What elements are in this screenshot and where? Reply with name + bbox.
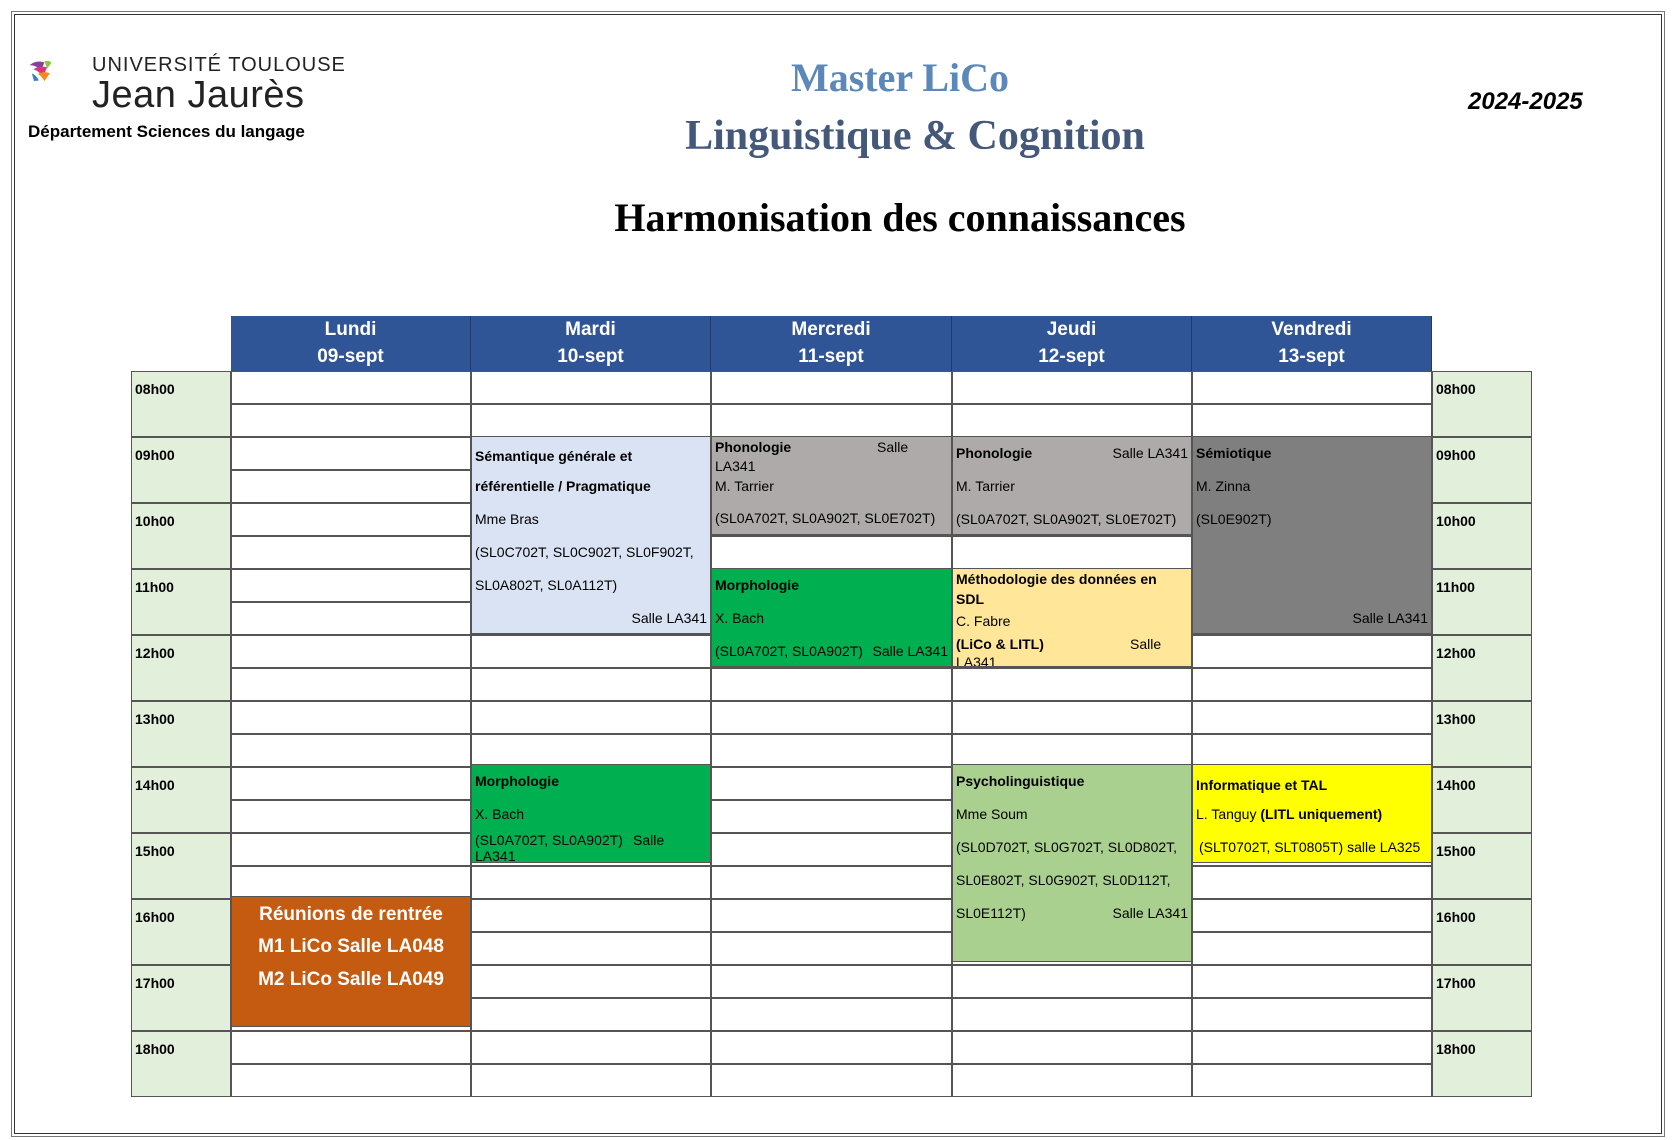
- hour-label-left: 14h00: [131, 767, 231, 833]
- hour-label-left: 16h00: [131, 899, 231, 965]
- timetable-cell[interactable]: [952, 998, 1192, 1031]
- event-teacher: X. Bach: [475, 806, 525, 822]
- event-mardi-semantique[interactable]: [471, 436, 711, 634]
- timetable-cell[interactable]: [952, 1031, 1192, 1064]
- master-title: Master LiCo: [790, 55, 1010, 100]
- day-date: 09-sept: [317, 346, 384, 367]
- event-lundi-reunions[interactable]: [231, 896, 471, 1027]
- university-name-line2: Jean Jaurès: [92, 74, 305, 116]
- event-teacher: M. Tarrier: [956, 478, 1015, 494]
- day-header-mercredi: [711, 316, 952, 371]
- timetable-cell[interactable]: [1192, 701, 1432, 734]
- hour-label-left: 15h00: [131, 833, 231, 899]
- hour-label-right: 14h00: [1432, 767, 1532, 833]
- timetable-cell[interactable]: [471, 668, 711, 701]
- day-header-mardi: [471, 316, 711, 371]
- event-room: Salle LA341: [1352, 610, 1428, 626]
- timetable-cell[interactable]: [952, 965, 1192, 998]
- event-title-line1: Sémantique générale et: [475, 448, 633, 464]
- timetable-cell[interactable]: [711, 734, 952, 767]
- event-codes: (SL0A702T, SL0A902T, SL0E702T): [715, 510, 936, 526]
- timetable-cell[interactable]: [711, 371, 952, 404]
- event-title-line2: référentielle / Pragmatique: [475, 478, 651, 494]
- event-codes: (SL0E902T): [1196, 511, 1272, 527]
- hour-label-left: 17h00: [131, 965, 231, 1031]
- hour-label-right: 17h00: [1432, 965, 1532, 1031]
- timetable-cell[interactable]: [231, 470, 471, 503]
- event-jeudi-phonologie[interactable]: [952, 436, 1192, 535]
- timetable-cell[interactable]: [1192, 668, 1432, 701]
- event-codes: (SL0A702T, SL0A902T): [475, 832, 623, 848]
- event-mardi-morphologie[interactable]: [471, 764, 711, 863]
- event-room-part1: Salle: [877, 439, 909, 455]
- event-codes-line2: SL0A802T, SL0A112T): [475, 577, 618, 593]
- timetable-cell[interactable]: [1192, 404, 1432, 437]
- event-room: Salle LA341: [872, 643, 948, 659]
- day-date: 10-sept: [557, 346, 624, 367]
- event-teacher: Mme Bras: [475, 511, 539, 527]
- hour-label-right: 13h00: [1432, 701, 1532, 767]
- timetable-cell[interactable]: [1192, 1064, 1432, 1097]
- day-date: 12-sept: [1038, 346, 1105, 367]
- event-room-part2: LA341: [475, 848, 516, 863]
- event-teacher: L. Tanguy: [1196, 806, 1257, 822]
- hour-label-right: 08h00: [1432, 371, 1532, 437]
- timetable-cell[interactable]: [952, 371, 1192, 404]
- day-name: Vendredi: [1271, 319, 1352, 340]
- event-title: Phonologie: [715, 439, 792, 455]
- event-note: (LiCo & LITL): [956, 636, 1044, 652]
- timetable-cell[interactable]: [231, 404, 471, 437]
- event-title: Phonologie: [956, 445, 1033, 461]
- event-title: Informatique et TAL: [1196, 777, 1328, 793]
- timetable-cell[interactable]: [231, 767, 471, 800]
- timetable-cell[interactable]: [711, 800, 952, 833]
- day-date: 13-sept: [1278, 346, 1345, 367]
- event-m2-room: [235, 963, 467, 996]
- timetable-cell[interactable]: [952, 536, 1192, 569]
- event-jeudi-methodologie[interactable]: [952, 568, 1192, 667]
- event-codes-line2: SL0E802T, SL0G902T, SL0D112T,: [956, 872, 1171, 888]
- timetable-cell[interactable]: [711, 965, 952, 998]
- event-codes-line1: (SL0C702T, SL0C902T, SL0F902T,: [475, 544, 694, 560]
- event-room: Salle LA341: [1112, 905, 1188, 921]
- event-teacher: M. Tarrier: [715, 478, 774, 494]
- timetable-cell[interactable]: [711, 833, 952, 866]
- hour-label-left: 10h00: [131, 503, 231, 569]
- timetable-cell[interactable]: [471, 866, 711, 899]
- event-title: Réunions de rentrée: [259, 904, 443, 925]
- timetable-cell[interactable]: [231, 635, 471, 668]
- timetable-cell[interactable]: [471, 371, 711, 404]
- timetable-cell[interactable]: [1192, 965, 1432, 998]
- event-room-part2: LA341: [715, 458, 756, 474]
- timetable-cell[interactable]: [711, 1031, 952, 1064]
- timetable-cell[interactable]: [1192, 635, 1432, 668]
- event-codes-line3: SL0E112T): [956, 905, 1026, 921]
- timetable-cell[interactable]: [711, 536, 952, 569]
- timetable-cell[interactable]: [711, 899, 952, 932]
- timetable-cell[interactable]: [231, 734, 471, 767]
- event-codes: (SL0A702T, SL0A902T, SL0E702T): [956, 511, 1177, 527]
- timetable-cell[interactable]: [231, 371, 471, 404]
- hour-label-right: 18h00: [1432, 1031, 1532, 1097]
- event-m2-text: M2 LiCo Salle LA049: [258, 969, 444, 990]
- hour-label-right: 10h00: [1432, 503, 1532, 569]
- day-name: Jeudi: [1046, 319, 1097, 340]
- event-mercredi-morphologie[interactable]: [711, 568, 952, 667]
- hour-label-left: 12h00: [131, 635, 231, 701]
- event-teacher: X. Bach: [715, 610, 765, 626]
- timetable-cell[interactable]: [231, 1031, 471, 1064]
- timetable-cell[interactable]: [711, 1064, 952, 1097]
- spacer: [1196, 569, 1428, 602]
- event-title: Morphologie: [715, 577, 799, 593]
- timetable-cell[interactable]: [711, 701, 952, 734]
- event-title-line2: SDL: [956, 591, 984, 607]
- hour-label-right: 11h00: [1432, 569, 1532, 635]
- event-title-line1: Méthodologie des données en: [956, 571, 1157, 587]
- timetable-cell[interactable]: [231, 437, 471, 470]
- timetable-cell[interactable]: [231, 701, 471, 734]
- day-name: Mercredi: [791, 319, 871, 340]
- timetable-cell[interactable]: [1192, 998, 1432, 1031]
- event-title: Psycholinguistique: [956, 773, 1085, 789]
- day-date: 11-sept: [798, 346, 864, 367]
- section-title: Harmonisation des connaissances: [614, 195, 1186, 240]
- university-name-line1: UNIVERSITÉ TOULOUSE: [92, 54, 346, 76]
- hour-label-right: 15h00: [1432, 833, 1532, 899]
- event-codes-line1: (SL0D702T, SL0G702T, SL0D802T,: [956, 839, 1178, 855]
- timetable-cell[interactable]: [231, 833, 471, 866]
- timetable-cell[interactable]: [1192, 371, 1432, 404]
- timetable-cell[interactable]: [231, 800, 471, 833]
- timetable-cell[interactable]: [711, 404, 952, 437]
- department-name: Département Sciences du langage: [28, 122, 305, 141]
- timetable-cell[interactable]: [1192, 899, 1432, 932]
- timetable-cell[interactable]: [231, 668, 471, 701]
- master-subtitle: Linguistique & Cognition: [685, 113, 1145, 159]
- hour-label-right: 12h00: [1432, 635, 1532, 701]
- event-vendredi-informatique[interactable]: [1192, 764, 1432, 863]
- timetable-cell[interactable]: [471, 965, 711, 998]
- event-teacher: M. Zinna: [1196, 478, 1251, 494]
- event-title: Sémiotique: [1196, 445, 1272, 461]
- event-mercredi-phonologie[interactable]: [711, 436, 952, 535]
- hour-label-right: 16h00: [1432, 899, 1532, 965]
- hour-label-left: 18h00: [131, 1031, 231, 1097]
- event-teacher: Mme Soum: [956, 806, 1028, 822]
- timetable-cell[interactable]: [231, 866, 471, 899]
- timetable-cell[interactable]: [471, 932, 711, 965]
- timetable-cell[interactable]: [1192, 866, 1432, 899]
- timetable-cell[interactable]: [952, 404, 1192, 437]
- event-codes: (SL0A702T, SL0A902T): [715, 643, 863, 659]
- timetable-cell[interactable]: [1192, 1031, 1432, 1064]
- day-header-jeudi: [952, 316, 1192, 371]
- timetable-cell[interactable]: [471, 635, 711, 668]
- timetable-cell[interactable]: [711, 998, 952, 1031]
- timetable-cell[interactable]: [231, 503, 471, 536]
- event-room: Salle LA341: [631, 610, 707, 626]
- timetable-cell[interactable]: [952, 1064, 1192, 1097]
- spacer: [1196, 536, 1428, 569]
- timetable-cell[interactable]: [231, 1064, 471, 1097]
- timetable-cell[interactable]: [471, 701, 711, 734]
- timetable-cell[interactable]: [471, 734, 711, 767]
- event-room-part2: LA341: [956, 654, 997, 667]
- timetable-cell[interactable]: [711, 668, 952, 701]
- timetable-cell[interactable]: [952, 734, 1192, 767]
- timetable-cell[interactable]: [471, 404, 711, 437]
- timetable-cell[interactable]: [952, 668, 1192, 701]
- event-jeudi-psycholinguistique[interactable]: [952, 764, 1192, 962]
- event-title: Morphologie: [475, 773, 559, 789]
- event-m1-room: [235, 930, 467, 963]
- timetable-cell[interactable]: [711, 767, 952, 800]
- day-name: Mardi: [565, 319, 616, 340]
- timetable-cell[interactable]: [711, 866, 952, 899]
- event-room-part1: Salle: [1130, 636, 1162, 652]
- event-m1-text: M1 LiCo Salle LA048: [258, 936, 444, 957]
- timetable-cell[interactable]: [1192, 734, 1432, 767]
- day-name: Lundi: [324, 319, 377, 340]
- hour-label-left: 08h00: [131, 371, 231, 437]
- event-codes-room: (SLT0702T, SLT0805T) salle LA325: [1199, 839, 1421, 855]
- timetable-cell[interactable]: [471, 1064, 711, 1097]
- event-vendredi-semiotique[interactable]: [1192, 436, 1432, 634]
- timetable-cell[interactable]: [231, 569, 471, 602]
- hour-label-left: 13h00: [131, 701, 231, 767]
- event-teacher: C. Fabre: [956, 613, 1011, 629]
- timetable-cell[interactable]: [231, 536, 471, 569]
- academic-year: 2024-2025: [1468, 88, 1583, 115]
- hour-label-right: 09h00: [1432, 437, 1532, 503]
- event-room: Salle LA341: [1112, 445, 1188, 461]
- hour-label-left: 09h00: [131, 437, 231, 503]
- day-header-lundi: [231, 316, 471, 371]
- day-header-vendredi: [1192, 316, 1432, 371]
- timetable-cell[interactable]: [231, 602, 471, 635]
- timetable-cell[interactable]: [952, 701, 1192, 734]
- timetable-cell[interactable]: [1192, 932, 1432, 965]
- timetable-cell[interactable]: [471, 899, 711, 932]
- event-note: (LITL uniquement): [1260, 806, 1383, 822]
- event-room-part1: Salle: [633, 832, 665, 848]
- timetable-cell[interactable]: [471, 998, 711, 1031]
- hour-label-left: 11h00: [131, 569, 231, 635]
- timetable-cell[interactable]: [711, 932, 952, 965]
- timetable-cell[interactable]: [471, 1031, 711, 1064]
